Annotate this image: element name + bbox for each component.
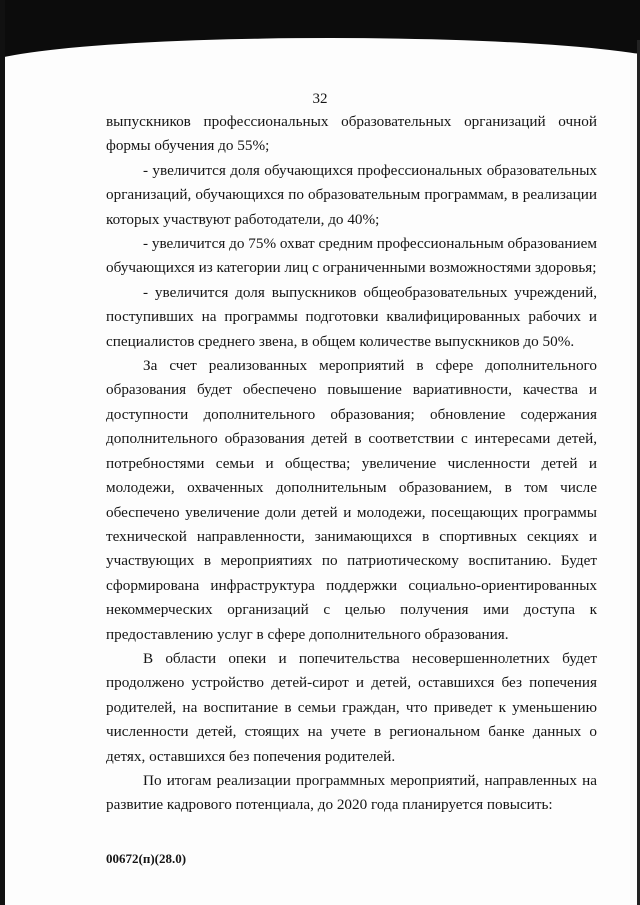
page-number: 32 xyxy=(312,91,328,107)
bullet-item-special-needs: - увеличится до 75% охват средним профессиональным образованием обучающихся из категории лиц с ограниченными возможностями здоровья; xyxy=(106,235,597,277)
document-body xyxy=(106,110,597,818)
bullet-item-employer-programs: - увеличится доля обучающихся профессиональных образовательных организаций, обучающихся по образовательным программам, в реализации которых участвуют работодатели, до 40%; xyxy=(106,161,597,228)
paragraph-continuation: выпускников профессиональных образовательных организаций очной формы обучения до 55%; xyxy=(106,113,597,155)
document-footer-code: 00672(п)(28.0) xyxy=(106,851,187,866)
paragraph-additional-education: За счет реализованных мероприятий в сфере дополнительного образования будет обеспечено повышение вариативности, качества и доступности дополнительного образования; обновление содержания дополнительного образования детей в соответствии с интересами детей, потребностями семьи и общества; увеличение численности детей и молодежи, охваченных дополнительным образованием, в том числе обеспечено увеличение доли детей и молодежи, посещающих программы технической направленности, занимающихся в спортивных секциях и участвующих в мероприятиях по патриотическому воспитанию. Будет сформирована инфраструктура поддержки социально-ориентированных некоммерческих организаций с целью получения ими доступа к предоставлению услуг в сфере дополнительного образования. xyxy=(106,357,597,643)
bullet-item-graduates: - увеличится доля выпускников общеобразовательных учреждений, поступивших на программы подготовки квалифицированных рабочих и специалистов среднего звена, в общем количестве выпускников до 50%. xyxy=(106,283,597,350)
scan-left-edge xyxy=(0,0,5,905)
scan-page-top-curve xyxy=(0,38,640,98)
paragraph-staff-potential: По итогам реализации программных мероприятий, направленных на развитие кадрового потенциала, до 2020 года планируется повысить: xyxy=(106,771,597,814)
paragraph-guardianship: В области опеки и попечительства несовершеннолетних будет продолжено устройство детей-сирот и детей, оставшихся без попечения родителей, на воспитание в семьи граждан, что приведет к уменьшению численности детей, стоящих на учете в региональном банке данных о детях, оставшихся без попечения родителей. xyxy=(106,649,597,765)
